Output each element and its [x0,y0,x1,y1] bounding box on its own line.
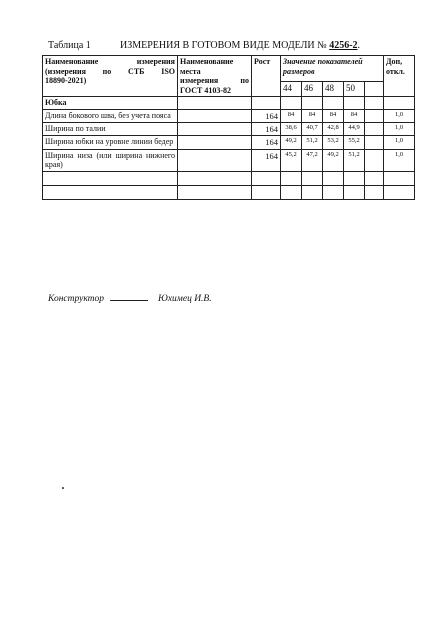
empty-cell [344,97,365,110]
size-cell [365,81,384,97]
empty-cell [384,171,415,185]
header-measurement-place [178,56,252,97]
row-name: Ширина низа (или ширина нижнего края) [43,149,178,171]
empty-cell [302,97,323,110]
empty-cell [252,171,281,185]
signature-line [110,300,148,301]
row-value: 51,2 [344,149,365,171]
row-value: 55,2 [344,136,365,149]
empty-row [43,171,415,185]
table-row [43,136,415,149]
empty-cell [344,171,365,185]
empty-cell [178,97,252,110]
size-cell: 46 [302,81,323,97]
empty-cell [302,171,323,185]
row-tolerance: 1,0 [384,149,415,171]
model-number: 4256-2 [329,40,358,51]
row-value: 38,6 [281,123,302,136]
empty-cell [178,171,252,185]
empty-cell [323,171,344,185]
row-place [178,149,252,171]
empty-cell [365,185,384,199]
empty-cell [384,185,415,199]
signature-name: Юхимец И.В. [158,294,212,304]
row-place [178,123,252,136]
table-label: Таблица 1 [48,40,91,51]
row-value [365,149,384,171]
empty-cell [302,185,323,199]
table-row [43,109,415,122]
row-value: 47,2 [302,149,323,171]
table-row [43,149,415,171]
row-value: 53,2 [323,136,344,149]
empty-cell [384,97,415,110]
size-cell: 48 [323,81,344,97]
header-tolerance: Доп, откл. [384,56,415,97]
title-suffix: . [357,40,361,51]
header-values: Значение показателей размеров [281,56,384,82]
table-row [43,123,415,136]
row-name: Ширина юбки на уровне линии бедер [43,136,178,149]
size-cell: 44 [281,81,302,97]
section-row [43,97,415,110]
row-tolerance: 1,0 [384,123,415,136]
row-growth: 164 [252,109,281,122]
header-place-line1: Наименование места [180,57,234,76]
title-text: ИЗМЕРЕНИЯ В ГОТОВОМ ВИДЕ МОДЕЛИ № [120,40,327,51]
row-value: 84 [281,109,302,122]
row-growth: 164 [252,149,281,171]
empty-cell [252,185,281,199]
signature-block [48,294,212,304]
empty-cell [281,171,302,185]
empty-cell [365,171,384,185]
table-title [120,40,360,51]
section-title: Юбка [43,97,178,110]
empty-cell [281,185,302,199]
header-measurement-name [43,56,178,97]
row-value: 42,8 [323,123,344,136]
row-value: 84 [344,109,365,122]
empty-cell [43,171,178,185]
row-name: Ширина по талии [43,123,178,136]
header-name-line2: (измерения по СТБ ISO [45,66,175,76]
row-value [365,123,384,136]
header-name-line1: Наименование измерения [45,57,175,66]
row-value: 51,2 [302,136,323,149]
row-value: 40,7 [302,123,323,136]
row-value [365,109,384,122]
empty-row [43,185,415,199]
scan-speck [62,487,64,489]
signature-role: Конструктор [48,294,105,304]
empty-cell [344,185,365,199]
row-value: 49,2 [281,136,302,149]
row-value: 44,9 [344,123,365,136]
empty-cell [323,97,344,110]
empty-cell [365,97,384,110]
measurements-table [42,55,415,200]
row-place [178,136,252,149]
header-name-line3: 18890-2021) [45,76,87,86]
row-tolerance: 1,0 [384,136,415,149]
row-value: 45,2 [281,149,302,171]
header-place-line3: ГОСТ 4103-82 [180,85,231,95]
empty-cell [252,97,281,110]
size-cell: 50 [344,81,365,97]
header-growth: Рост [252,56,281,97]
empty-cell [178,185,252,199]
row-growth: 164 [252,136,281,149]
row-name: Длина бокового шва, без учета пояса [43,109,178,122]
empty-cell [281,97,302,110]
row-growth: 164 [252,123,281,136]
row-tolerance: 1,0 [384,109,415,122]
row-value [365,136,384,149]
row-value: 84 [302,109,323,122]
row-value: 84 [323,109,344,122]
row-value: 49,2 [323,149,344,171]
header-place-line2: измерения по [180,76,249,86]
header-row [43,56,415,82]
empty-cell [323,185,344,199]
row-place [178,109,252,122]
empty-cell [43,185,178,199]
